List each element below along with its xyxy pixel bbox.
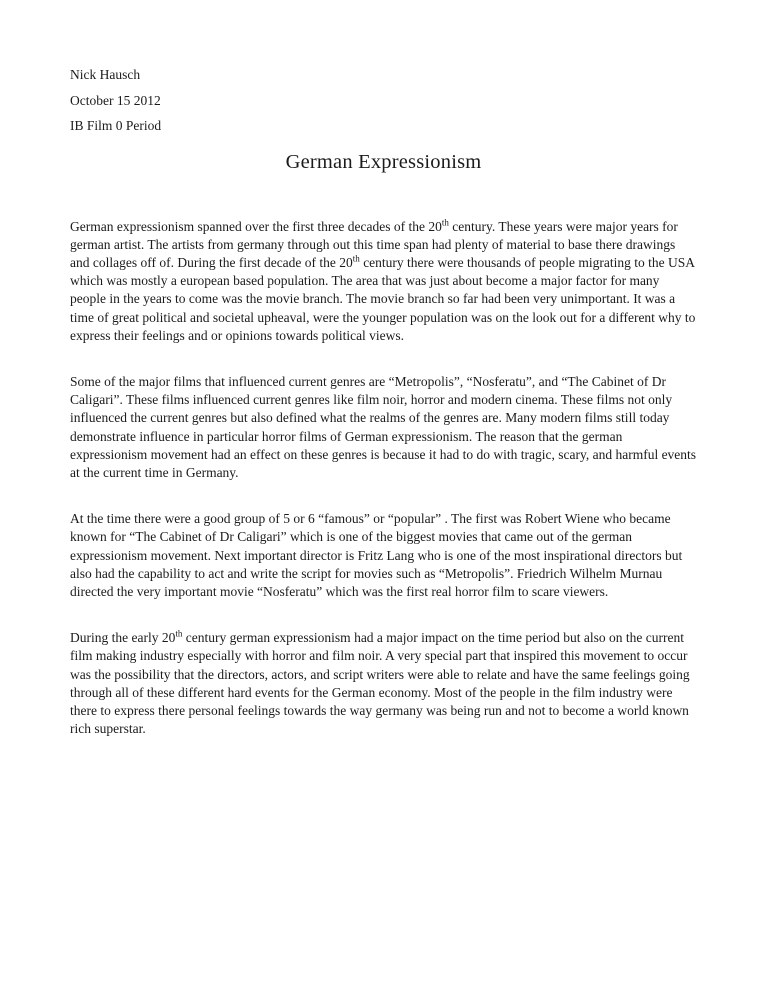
document-title: German Expressionism bbox=[285, 150, 482, 173]
document-date: October 15 2012 bbox=[70, 92, 161, 108]
text-segment: During the early 20 bbox=[70, 630, 176, 646]
class-period: IB Film 0 Period bbox=[70, 118, 162, 133]
paragraph-1 bbox=[70, 218, 697, 345]
paragraph-3 bbox=[70, 510, 697, 601]
superscript-ordinal: th bbox=[175, 628, 183, 639]
paragraph-2 bbox=[70, 373, 697, 482]
paragraph-4 bbox=[70, 629, 697, 738]
text-segment: century there were thousands of people migrating to the USA which was mostly a european based population. The area that was just about become a major factor for many people in the years to come was the movie branch. The movie branch so far had been very unimportant. It was a time of great political and societal upheaval, were the younger population was on the look out for a different why to express their feelings and or opinions towards political views. bbox=[70, 254, 696, 343]
superscript-ordinal: th bbox=[441, 217, 449, 227]
text-segment: German expressionism spanned over the first three decades of the 20 bbox=[70, 218, 442, 234]
text-segment: Some of the major films that influenced current genres are “Metropolis”, “Nosferatu”, and “The Cabinet of Dr Caligari”. These films influenced current genres like film noir, horror and modern cinema. These films not only influenced the current genres but also defined what the realms of the genres are. Many modern films still today demonstrate influence in particular horror films of German expressionism. The reason that the german expressionism movement had an effect on these genres is because it had to do with tragic, scary, and harmful events at the current time in Germany. bbox=[70, 373, 697, 480]
text-segment: century. These years were major years for german artist. The artists from germany through out this time span had plenty of material to base there drawings and collages off of. During the first decade of the 20 bbox=[70, 218, 678, 270]
essay-body bbox=[70, 218, 697, 739]
text-segment: century german expressionism had a major impact on the time period but also on the current film making industry especially with horror and film noir. A very special part that inspired this movement to occur was the possibility that the directors, actors, and script writers were able to relate and have the same feelings going through all of these different hard events for the German economy. Most of the people in the film industry were there to express there personal feelings towards the way germany was being run and not to become a world known rich superstar. bbox=[70, 630, 690, 737]
document-header bbox=[70, 62, 697, 139]
author-name: Nick Hausch bbox=[70, 67, 141, 82]
superscript-ordinal: th bbox=[352, 253, 360, 264]
text-segment: At the time there were a good group of 5 or 6 “famous” or “popular” . The first was Robert Wiene who became known for “The Cabinet of Dr Caligari” which is one of the biggest movies that came out of the german expressionism movement. Next important director is Fritz Lang who is one of the most inspirational directors but also had the capability to act and write the script for movies such as “Metropolis”. Friedrich Wilhelm Murnau directed the very important movie “Nosferatu” which was the first real horror film to scare viewers. bbox=[70, 511, 683, 599]
